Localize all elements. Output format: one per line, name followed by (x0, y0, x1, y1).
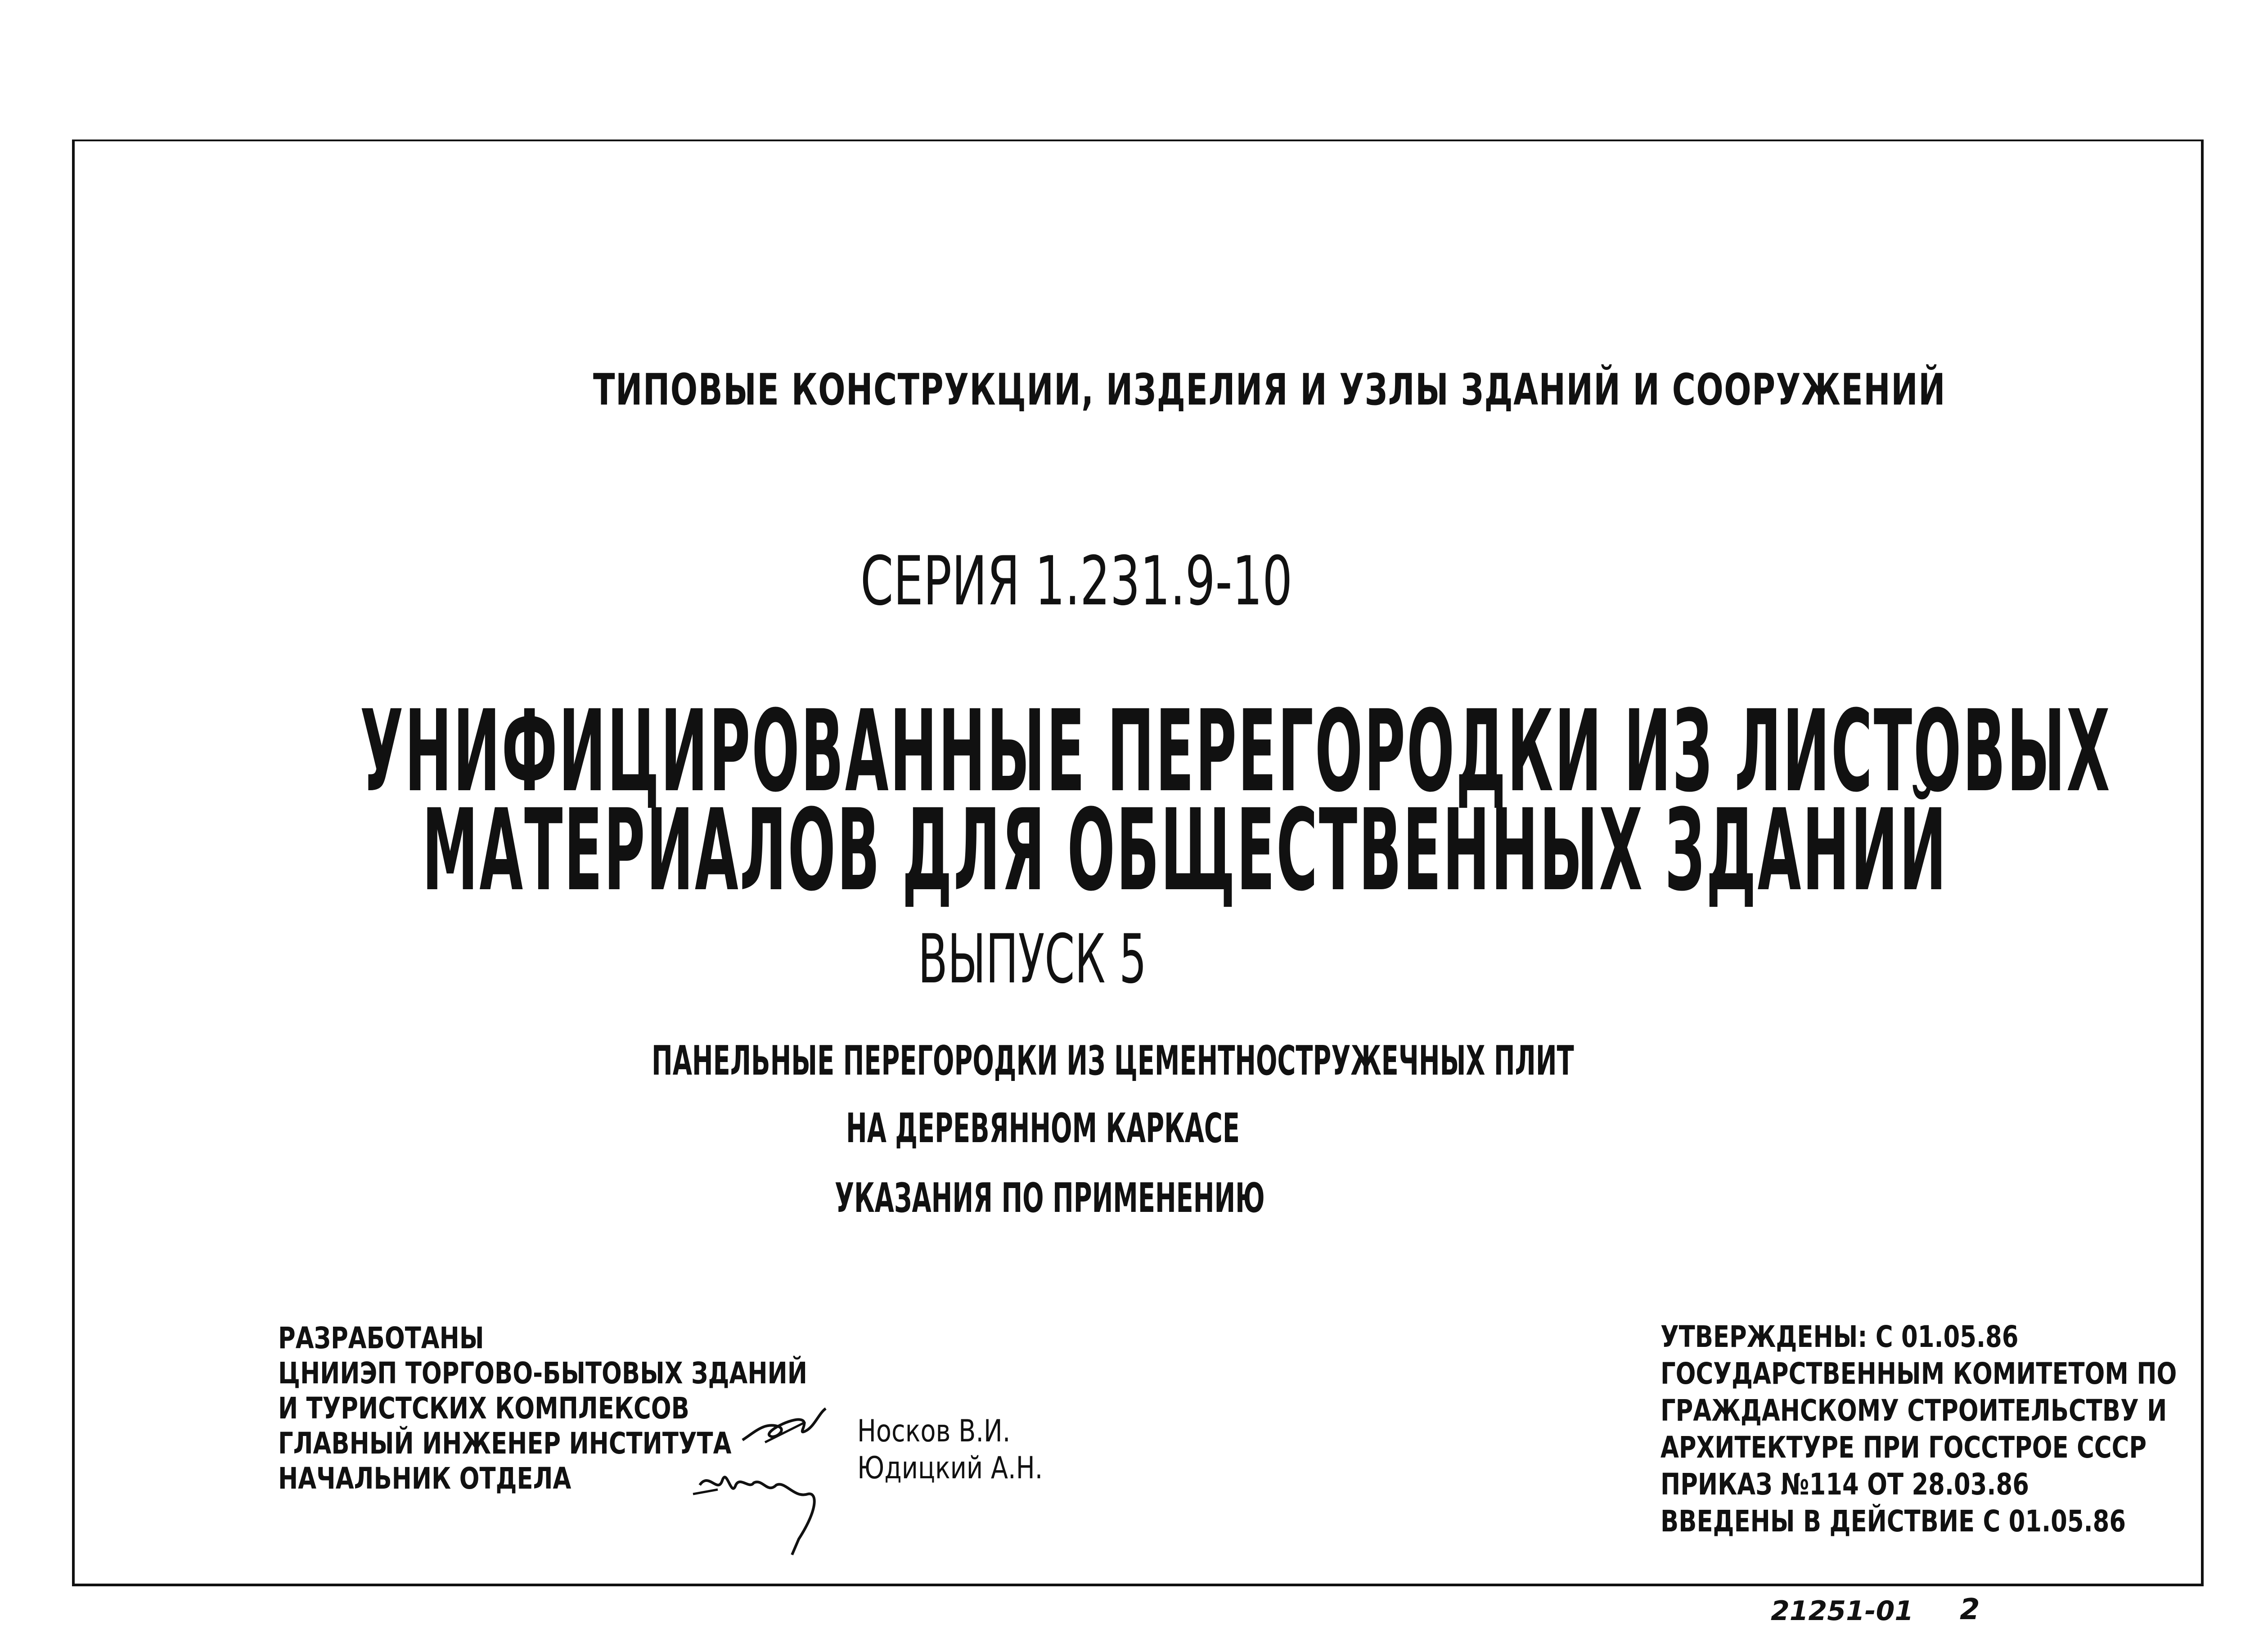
developer-institute: ЦНИИЭП ТОРГОВО-БЫТОВЫХ ЗДАНИЙ (278, 1356, 807, 1391)
subtitle-line-3: УКАЗАНИЯ ПО ПРИМЕНЕНИЮ (835, 1175, 1265, 1222)
chief-engineer-role: ГЛАВНЫЙ ИНЖЕНЕР ИНСТИТУТА (278, 1426, 732, 1461)
developer-institute-cont: И ТУРИСТСКИХ КОМПЛЕКСОВ (278, 1391, 689, 1426)
approving-authority-1: ГОСУДАРСТВЕННЫМ КОМИТЕТОМ ПО (1660, 1356, 2177, 1391)
series-number: СЕРИЯ 1.231.9-10 (860, 542, 1293, 621)
series-heading: ТИПОВЫЕ КОНСТРУКЦИИ, ИЗДЕЛИЯ И УЗЛЫ ЗДАНИЙ И СООРУЖЕНИЙ (593, 365, 1946, 415)
document-title-line-1: УНИФИЦИРОВАННЫЕ ПЕРЕГОРОДКИ ИЗ ЛИСТОВЫХ (360, 686, 2111, 817)
developed-label: РАЗРАБОТАНЫ (278, 1321, 484, 1355)
signatory-names (857, 1413, 1043, 1487)
document-code: 21251-01 (1771, 1595, 1914, 1627)
approving-authority-3: АРХИТЕКТУРЕ ПРИ ГОССТРОЕ СССР (1660, 1430, 2147, 1465)
department-head-role: НАЧАЛЬНИК ОТДЕЛА (278, 1461, 572, 1496)
signature-chief-engineer (738, 1404, 828, 1454)
subtitle-line-2: НА ДЕРЕВЯННОМ КАРКАСЕ (846, 1105, 1240, 1152)
department-head-name: Юдицкий А.Н. (857, 1450, 1043, 1486)
chief-engineer-name: Носков В.И. (857, 1413, 1011, 1449)
issue-number: ВЫПУСК 5 (918, 920, 1147, 999)
signature-department-head (691, 1458, 826, 1562)
approval-block (1660, 1319, 2177, 1540)
document-title-line-2: МАТЕРИАЛОВ ДЛЯ ОБЩЕСТВЕННЫХ ЗДАНИЙ (422, 785, 1948, 916)
approved-date: УТВЕРЖДЕНЫ: С 01.05.86 (1660, 1319, 2019, 1354)
subtitle-line-1: ПАНЕЛЬНЫЕ ПЕРЕГОРОДКИ ИЗ ЦЕМЕНТНОСТРУЖЕЧНЫХ ПЛИТ (652, 1037, 1574, 1085)
page-number: 2 (1960, 1593, 1980, 1626)
effective-date: ВВЕДЕНЫ В ДЕЙСТВИЕ С 01.05.86 (1660, 1504, 2126, 1539)
approving-authority-2: ГРАЖДАНСКОМУ СТРОИТЕЛЬСТВУ И (1660, 1393, 2167, 1428)
order-number: ПРИКАЗ №114 ОТ 28.03.86 (1660, 1467, 2029, 1502)
